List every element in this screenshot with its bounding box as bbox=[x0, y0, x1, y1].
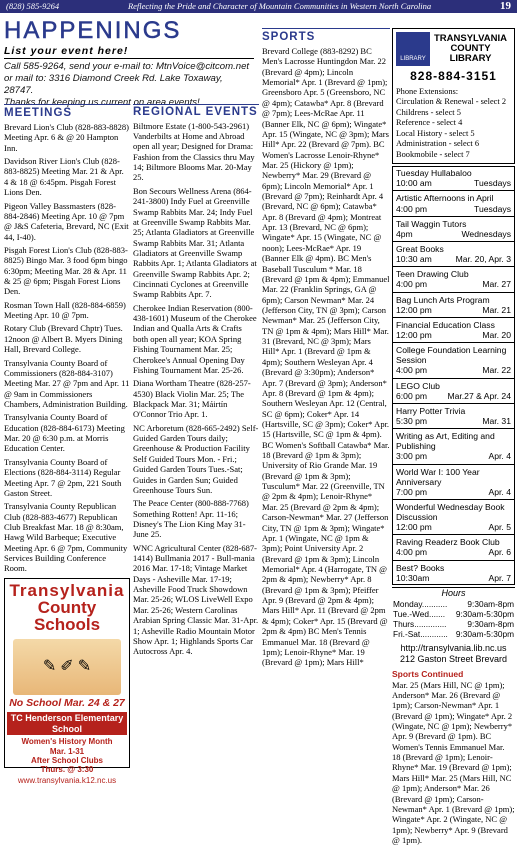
event-divider bbox=[393, 378, 514, 379]
library-header bbox=[396, 32, 511, 66]
sports-continued-heading: Sports Continued bbox=[392, 669, 464, 680]
happenings-subtitle: List your event here! bbox=[4, 45, 254, 59]
event-divider bbox=[393, 560, 514, 561]
page-number: 19 bbox=[499, 0, 511, 12]
library-hours-row bbox=[392, 629, 515, 639]
sports-list bbox=[262, 46, 390, 668]
library-hours-title: Hours bbox=[392, 587, 515, 599]
library-event-time: 4:00 pm bbox=[396, 203, 428, 214]
meeting-item: Transylvania County Board of Commissioners (828-884-3107) Meeting Mar. 27 @ 7pm and Apr. 11 @ 9am in Commissioners Chambers, Administration Building. bbox=[4, 357, 130, 409]
regional-heading: REGIONAL EVENTS bbox=[133, 106, 258, 118]
schools-ad-event1: Women's History Month bbox=[21, 737, 113, 747]
library-phone: 828-884-3151 bbox=[410, 69, 497, 83]
library-hours-row bbox=[392, 619, 515, 629]
library-event-time: 10:30am bbox=[396, 572, 430, 583]
library-event-name: Tail Waggin Tutors bbox=[396, 218, 467, 229]
library-event-schedule bbox=[396, 451, 511, 461]
library-event-name: Bag Lunch Arts Program bbox=[396, 294, 490, 305]
event-divider bbox=[393, 266, 514, 267]
meeting-item: Transylvania County Board of Elections (828-884-3114) Regular Meeting Apr. 7 @ 2pm, 221 South Gaston Street. bbox=[4, 456, 122, 498]
library-phone-option: Childrens - select 5 bbox=[396, 107, 461, 117]
schools-ad-school-name: TC Henderson Elementary School bbox=[7, 712, 127, 736]
library-event-name: Great Books bbox=[396, 243, 444, 254]
meeting-item: Pigeon Valley Bassmasters (828-884-2846) Meeting Apr. 10 @ 7pm @ J&S Cafeteria, Brevard, NC (Exit 44, I-40). bbox=[4, 200, 129, 242]
hours-day: Monday........... bbox=[393, 598, 448, 609]
library-event-time: 12:00 pm bbox=[396, 304, 432, 315]
sports-item: Brevard College (883-8292) BC Men's Lacrosse Huntingdon Mar. 22 (Brevard @ 4pm); Lincoln Memorial* Apr. 1 (Brevard @ 1pm); Greensboro Apr. 5 (Greensboro, NC @ 4pm); Catawba* Apr. 8 (Brevard @ 7pm); Lees-McRae Apr. 11 (Banner Elk, NC @ 6pm); Wingate* Apr. 15 (Wingate, NC @ 3pm); Mars Hill* Apr. 22 (Brevard @ 7pm). BC Women's Lacrosse Lenoir-Rhyne* Mar. 25 (Hickory @ 1pm); Newberry* Mar. 29 (Brevard @ 6pm); Lincoln Memorial* Apr. 1 (Brevard @ 7pm); Reinhardt Apr. 4 (Brevard, NC @ 6pm); Catawba* Apr. 8 (Brevard @ 4pm); Montreat Apr. 13 (Brevard, NC @ 6pm); Wingate* Apr. 15 (Wingate, NC @ noon); Lees-McRae* Apr. 19 (Banner Elk @ 4pm). BC Men's Baseball Tusculum * Mar. 18 (Brevard @ 1pm & 4pm); Emmanuel Mar. 22 (Franklin Springs, GA @ 6pm); Carson Newman* Mar. 24 (Jefferson City, TN @ 3pm); Carson Newman* Mar. 25 (Jefferson City, TN @ 1pm & 4pm); Mars Hill* Mar. 31 (Brevard, NC @ 3pm); Mars Hill* Apr. 1 (Brevard @ 1pm & 4pm); Southern Wesleyan Apr. 4 (Brevard @ 3:30pm); Anderson* Apr. 7 (Brevard @ 3pm); Anderson* Apr. 8 (Brevard @ 1pm & 4pm); Southern Wesleyan Apr. 12 (Central, SC @ 6pm); Coker* Apr. 14 (Hartsville, SC @ 3pm); Coker* Apr. 15 (Hartsville, SC @ 1pm & 4pm). BC Women's Softball Catawba* Mar. 18 (Brevard @ 1pm & 3pm); University of Rio Grande Mar. 19 (Brevard @ 1pm & 3pm); Tusculum* Mar. 22 (Greenville, TN @ 2pm & 4pm); Lenoir-Rhyne* Mar. 25 (Brevard @ 2pm & 4pm); Carson-Newman* Mar. 27 (Jefferson City, TN @ 1pm & 3pm); Wingate* Apr. 1 (Wingate, NC @ 1pm & 3pm); Point University Apr. 2 (Brevard @ 1pm & 3pm); Lincoln Memorial* Apr. 4 (Harrogate, TN @ 2pm & 4pm); Newberry* Apr. 8 (Brevard @ 1pm & 3pm); Pfeiffer Apr. 9 (Brevard @ 2pm & 4pm); Mars Hill* Apr. 11 (Brevard @ 2pm & 4pm); Coker* Apr. 15 (Brevard @ 2pm & 4pm) BC Men's Tennis Emmanuel Mar. 18 (Brevard @ 1pm); Lenoir-Rhyne* Mar. 19 (Brevard @ 1pm); Mars Hill* bbox=[262, 46, 390, 668]
library-event-time: 3:00 pm bbox=[396, 451, 428, 462]
library-event-date: Apr. 6 bbox=[488, 547, 511, 558]
happenings-info-1: Call 585-9264, send your e-mail to: MtnVoice@citcom.net bbox=[4, 61, 250, 73]
library-event-name: College Foundation Learning Session bbox=[396, 345, 507, 366]
sports-heading: SPORTS bbox=[262, 28, 390, 44]
header-tagline: Reflecting the Pride and Character of Mountain Communities in Western North Carolina bbox=[127, 1, 432, 12]
event-divider bbox=[393, 534, 514, 535]
happenings-info-3: Thanks for keeping us current on area events! bbox=[4, 97, 200, 109]
library-event-date: Mar. 27 bbox=[482, 279, 511, 290]
schools-ad-line1: Transylvania bbox=[9, 580, 125, 600]
schools-ad-event3: After School Clubs bbox=[30, 755, 103, 765]
meeting-item: Transylvania County Board of Education (828-884-6173) Meeting Mar. 20 @ 6:30 p.m. at Morris Education Center. bbox=[4, 412, 125, 454]
library-event-schedule bbox=[396, 487, 511, 497]
library-event-name: Teen Drawing Club bbox=[396, 269, 469, 280]
library-phone-option: Bookmobile - select 7 bbox=[396, 149, 470, 159]
library-event-date: Tuesdays bbox=[474, 203, 511, 214]
library-event-schedule bbox=[396, 365, 511, 375]
meetings-column bbox=[4, 104, 130, 800]
library-event-schedule bbox=[396, 547, 511, 557]
event-divider bbox=[393, 317, 514, 318]
happenings-title: HAPPENINGS bbox=[4, 17, 182, 44]
meetings-list bbox=[4, 122, 130, 574]
library-event-date: Apr. 7 bbox=[488, 572, 511, 583]
hours-day: Thurs.............. bbox=[393, 619, 447, 630]
event-divider bbox=[393, 428, 514, 429]
library-event-date: Mar.27 & Apr. 24 bbox=[447, 390, 511, 401]
hours-time: 9:30am-8pm bbox=[467, 619, 514, 630]
meeting-item: Transylvania County Republican Club (828-883-4677) Republican Club Breakfast Mar. 18 @ 8:30am, Hawg Wild Barbeque; Executive Meeting Apr. 6 @ 7pm, Community Services Building Conference Room. bbox=[4, 501, 128, 574]
library-event-date: Apr. 5 bbox=[488, 522, 511, 533]
library-building-icon: LIBRARY bbox=[396, 32, 430, 66]
schools-ad-event2: Mar. 1-31 bbox=[49, 746, 85, 756]
happenings-banner bbox=[4, 16, 254, 109]
sports-continued-text: Mar. 25 (Mars Hill, NC @ 1pm); Anderson* Mar. 26 (Brevard @ 1pm); Carson-Newman* Apr. 1 (Brevard @ 1pm); Wingate* Apr. 2 (Wingate, NC @ 1pm); Newberry* Apr. 9 (Brevard @ 1pm). BC Women's Tennis Emmanuel Mar. 18 (Brevard @ 1pm); Lenoir-Rhyne* Mar. 19 (Brevard @ 1pm); Mars Hill* Mar. 25 (Mars Hill, NC @ 1pm); Anderson* Mar. 26 (Brevard @ 1pm); Carson-Newman* Apr. 1 (Brevard @ 1pm); Wingate* Apr. 2 (Wingate, NC @ 1pm); Newberry* Apr. 9 (Brevard @ 1pm). bbox=[392, 679, 515, 845]
event-divider bbox=[393, 342, 514, 343]
library-hours-row bbox=[392, 599, 515, 609]
regional-list bbox=[133, 121, 259, 657]
library-event-date: Mar. 22 bbox=[482, 365, 511, 376]
library-event-time: 12:00 pm bbox=[396, 329, 432, 340]
library-event-time: 10:30 am bbox=[396, 254, 432, 265]
library-event-schedule bbox=[396, 229, 511, 239]
library-box bbox=[392, 28, 515, 164]
school-kids-illustration: ✎ ✐ ✎ bbox=[13, 639, 121, 695]
library-column bbox=[392, 28, 515, 845]
library-event-date: Wednesdays bbox=[461, 228, 511, 239]
library-event-date: Mar. 31 bbox=[482, 415, 511, 426]
event-divider bbox=[393, 241, 514, 242]
library-phone-option: Phone Extensions: bbox=[396, 86, 459, 96]
library-event-date: Mar. 21 bbox=[482, 304, 511, 315]
regional-event-item: NC Arboretum (828-665-2492) Self-Guided Garden Tours daily; Greenhouse & Production Facility Self Guided Tours Mon. - Fri.; Guided Garden Tours Tues.-Sat; Guides in Garden Sun; Guided Greenhouse Tours Sun. bbox=[133, 422, 259, 495]
library-name-2: COUNTY bbox=[450, 43, 491, 55]
library-phone-option: Local History - select 5 bbox=[396, 128, 475, 138]
header-phone: (828) 585-9264 bbox=[6, 1, 60, 12]
meeting-item: Brevard Lion's Club (828-883-8828) Meeting Apr. 6 & @ 20 Hampton Inn. bbox=[4, 122, 129, 153]
library-event-schedule bbox=[396, 573, 511, 583]
schools-ad-url[interactable]: www.transylvania.k12.nc.us bbox=[17, 776, 117, 786]
library-event-schedule bbox=[396, 279, 511, 289]
meeting-item: Rotary Club (Brevard Chptr) Tues. 12noon @ Albert B. Myers Dining Hall, Brevard College. bbox=[4, 323, 123, 355]
library-phone-option: Circulation & Renewal - select 2 bbox=[396, 97, 507, 107]
meeting-item: Rosman Town Hall (828-884-6859) Meeting Apr. 10 @ 7pm. bbox=[4, 299, 126, 321]
hours-time: 9:30am-8pm bbox=[467, 598, 514, 609]
library-event-name: Raving Readerz Book Club bbox=[396, 537, 500, 548]
library-event-time: 4pm bbox=[396, 228, 413, 239]
library-event-date: Mar. 20 bbox=[482, 329, 511, 340]
meetings-heading: MEETINGS bbox=[4, 104, 130, 120]
meeting-item: Davidson River Lion's Club (828-883-8825) Meeting Mar. 21 & Apr. 4 & 18 @ 6:45pm. Pisgah Forest Lions Den. bbox=[4, 156, 124, 198]
library-event-time: 4:00 pm bbox=[396, 547, 428, 558]
hours-time: 9:30am-5:30pm bbox=[455, 629, 514, 640]
library-event-name: Tuesday Hullabaloo bbox=[396, 168, 472, 179]
library-event-time: 12:00 pm bbox=[396, 522, 432, 533]
library-name-1: TRANSYLVANIA bbox=[434, 33, 508, 45]
happenings-info-2: or mail to: 3316 Diamond Creek Rd. Lake Toxaway, 28747. bbox=[4, 73, 223, 97]
library-event-name: Wonderful Wednesday Book Discussion bbox=[396, 501, 505, 523]
library-name bbox=[434, 34, 507, 64]
library-event-date: Apr. 4 bbox=[488, 451, 511, 462]
regional-event-item: Bon Secours Wellness Arena (864-241-3800) Indy Fuel at Greenville Swamp Rabbits Mar. 24; Indy Fuel at Greenville Swamp Rabbits Mar. 25; Atlanta Gladiators at Greenville Swamp Rabbits Mar. 31; Atlanta Gladiators at Greenville Swamp Rabbits Apr. 1; Atlanta Gladiators at Greenville Swamp Rabbits Apr. 2; Cincinnati Cyclones at Greenville Swamp Rabbits Apr. 7. bbox=[133, 185, 257, 300]
library-events bbox=[392, 166, 515, 585]
library-phone-options bbox=[396, 87, 511, 161]
event-divider bbox=[393, 403, 514, 404]
regional-event-item: Diana Wortham Theatre (828-257-4530) Black Violin Mar. 25; The Blackpack Mar. 31; Máirtín O'Connor Trio Apr. 1. bbox=[133, 378, 251, 420]
schools-ad-line2: County Schools bbox=[33, 597, 101, 634]
library-hours-row bbox=[392, 609, 515, 619]
schools-ad-no-school: No School Mar. 24 & 27 bbox=[9, 696, 125, 709]
regional-event-item: The Peace Center (800-888-7768) Something Rotten! Apr. 11-16; Disney's The Lion King May 31-June 25. bbox=[133, 498, 249, 540]
library-phone-option: Administration - select 6 bbox=[396, 139, 480, 149]
hours-time: 9:30am-5:30pm bbox=[455, 608, 514, 619]
schools-ad-event4: Thurs. @ 3:30 bbox=[40, 765, 94, 775]
library-event-name: Best? Books bbox=[396, 562, 445, 573]
library-event-time: 7:00 pm bbox=[396, 486, 428, 497]
library-event-schedule bbox=[396, 330, 511, 340]
library-event-date: Mar. 20, Apr. 3 bbox=[455, 254, 511, 265]
library-event-time: 6:00 pm bbox=[396, 390, 428, 401]
library-name-3: LIBRARY bbox=[449, 52, 492, 64]
sports-column bbox=[262, 28, 390, 800]
event-divider bbox=[393, 216, 514, 217]
library-event-name: Harry Potter Trivia bbox=[396, 405, 466, 416]
library-event-time: 5:30 pm bbox=[396, 415, 428, 426]
library-event-schedule bbox=[396, 254, 511, 264]
hours-day: Fri.-Sat............ bbox=[393, 629, 448, 640]
library-event-name: World War I: 100 Year Anniversary bbox=[396, 466, 480, 487]
library-event-schedule bbox=[396, 204, 511, 214]
library-event-name: Financial Education Class bbox=[396, 319, 495, 330]
schools-ad bbox=[4, 578, 130, 786]
library-event-schedule bbox=[396, 522, 511, 532]
meeting-item: Pisgah Forest Lion's Club (828-883-8825) Bingo Mar. 3 food 6pm bingo 6:30pm; Meeting Mar. 28 & Apr. 11 & 25 @ 6pm; Pisgah Forest Lions Den. bbox=[4, 244, 128, 297]
event-divider bbox=[393, 499, 514, 500]
event-divider bbox=[393, 190, 514, 191]
library-event-date: Tuesdays bbox=[474, 178, 511, 189]
library-event-date: Apr. 4 bbox=[488, 486, 511, 497]
library-event-schedule bbox=[396, 416, 511, 426]
hours-day: Tue.-Wed....... bbox=[393, 608, 446, 619]
library-event-schedule bbox=[396, 178, 511, 188]
library-event-schedule bbox=[396, 305, 511, 315]
regional-event-item: Biltmore Estate (1-800-543-2961) Vanderbilts at Home and Abroad open all year; Designed for Drama: Fashion from the Classics thru May 14; Biltmore Blooms Mar. 20-May 25. bbox=[133, 120, 255, 183]
event-divider bbox=[393, 464, 514, 465]
library-event-schedule bbox=[396, 391, 511, 401]
regional-event-item: WNC Agricultural Center (828-687-1414) Bullmania 2017 - Bull-mania 2016 Mar. 17-18; Vintage Market Days - Asheville Mar. 17-19; Asheville Food Truck Showdown Mar. 25-26; WLOS LiveWell Expo Mar. 25-26; Western Carolinas Arabian Spring Classic Mar. 31-Apr. 1; Asheville Radio Mountain Motor Show Apr. 1; Highlands Sports Car Autocross Apr. 4. bbox=[133, 542, 259, 657]
library-event-time: 4:00 pm bbox=[396, 365, 428, 376]
event-divider bbox=[393, 292, 514, 293]
page-header bbox=[0, 0, 517, 13]
regional-column bbox=[133, 104, 259, 800]
library-phone-option: Reference - select 4 bbox=[396, 118, 463, 128]
library-event-name: Writing as Art, Editing and Publishing bbox=[396, 431, 495, 452]
library-hours bbox=[392, 599, 515, 639]
library-address: 212 Gaston Street Brevard bbox=[399, 654, 508, 665]
library-event-name: Artistic Afternoons in April bbox=[396, 193, 494, 204]
regional-event-item: Cherokee Indian Reservation (800-438-1601) Museum of the Cherokee Indian and Qualla Arts & Crafts both open all year; KOA Spring Fishing Tournament Mar. 25; Cherokee's Annual Opening Day Fishing Tournament Mar. 25-26. bbox=[133, 302, 257, 375]
library-event-name: LEGO Club bbox=[396, 380, 440, 391]
library-event-time: 4:00 pm bbox=[396, 279, 428, 290]
library-event-time: 10:00 am bbox=[396, 178, 432, 189]
library-url[interactable]: http://transylvania.lib.nc.us bbox=[400, 643, 507, 654]
